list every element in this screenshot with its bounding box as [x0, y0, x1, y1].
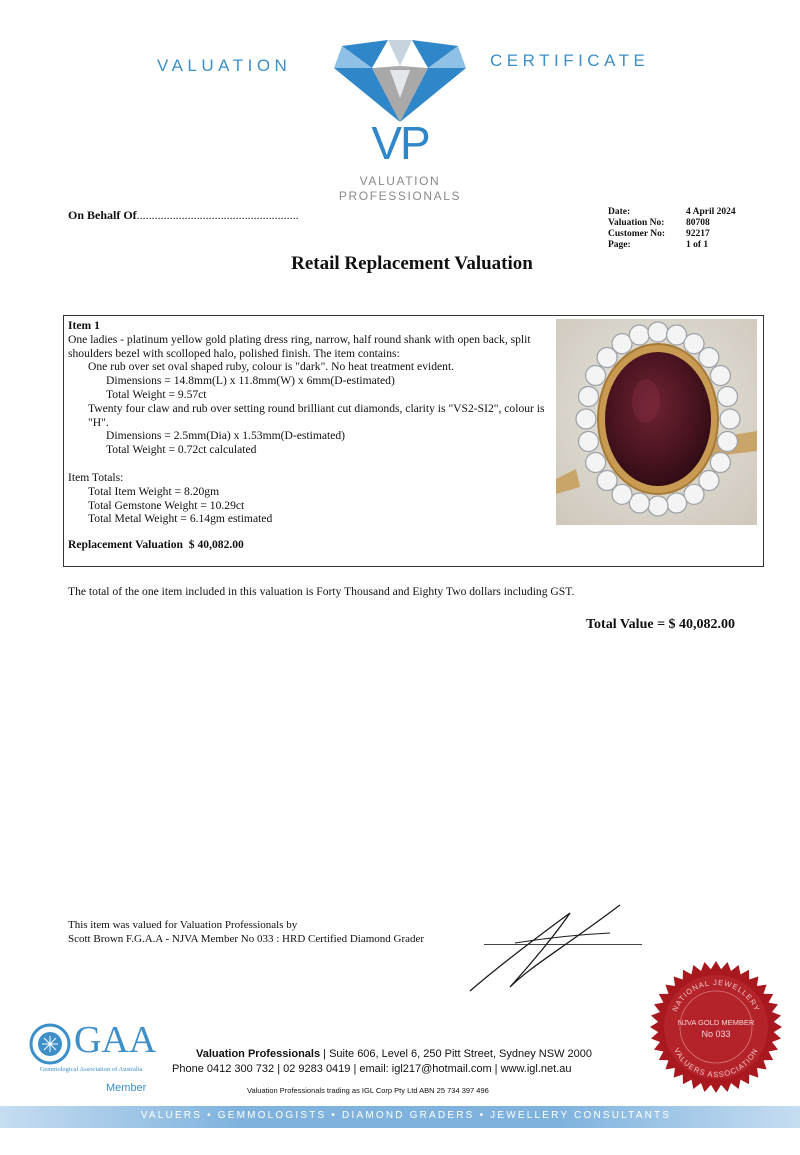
item-text-block [68, 319, 552, 552]
on-behalf-of [68, 208, 299, 223]
halo-diamond [586, 453, 606, 473]
ruby-dimensions: Dimensions = 14.8mm(L) x 11.8mm(W) x 6mm(D-estimated) [106, 374, 395, 388]
item-heading: Item 1 [68, 319, 100, 332]
ruby-line: One rub over set oval shaped ruby, colour is "dark". No heat treatment evident. [88, 360, 455, 374]
total-item-weight: Total Item Weight = 8.20gm [88, 484, 220, 498]
seal-arc-bottom: VALUERS ASSOCIATION [672, 1046, 760, 1080]
halo-diamond [648, 496, 668, 516]
signature-line2: Scott Brown F.G.A.A - NJVA Member No 033 : HRD Certified Diamond Grader [68, 933, 425, 945]
gaa-name: GAA [74, 1019, 157, 1061]
diamond-line: Twenty four claw and rub over setting round brilliant cut diamonds, clarity is "VS2-SI2", colour is "H". [88, 401, 545, 429]
halo-diamond [597, 471, 617, 491]
halo-diamond [699, 348, 719, 368]
signature-line1: This item was valued for Valuation Professionals by [68, 919, 298, 931]
summary-text: The total of the one item included in this valuation is Forty Thousand and Eighty Two dollars including GST. [68, 585, 575, 598]
diamond-dimensions: Dimensions = 2.5mm(Dia) x 1.53mm(D-estimated) [106, 429, 346, 443]
halo-diamond [629, 325, 649, 345]
halo-diamond [718, 432, 738, 452]
vp-logo-letters: VP [371, 117, 429, 169]
on-behalf-label: On Behalf Of [68, 208, 137, 222]
meta-values [686, 207, 736, 251]
gaa-globe-icon [28, 1022, 72, 1066]
date-label: Date: [608, 207, 631, 217]
seal-line2: No 033 [701, 1029, 731, 1039]
diamond-weight: Total Weight = 0.72ct calculated [106, 443, 257, 457]
valuation-no-value: 80708 [686, 218, 710, 228]
customer-no-value: 92217 [686, 229, 710, 239]
header-certificate-word: CERTIFICATE [490, 51, 650, 70]
page-value: 1 of 1 [686, 240, 709, 250]
replacement-valuation [68, 538, 552, 552]
item-description: One ladies - platinum yellow gold plating dress ring, narrow, half round shank with open back, split shoulders bezel with scolloped halo, polished finish. The item contains: [68, 332, 531, 360]
totals-heading: Item Totals: [68, 470, 124, 484]
date-value: 4 April 2024 [686, 207, 736, 217]
customer-no-label: Customer No: [608, 229, 666, 239]
halo-diamond [579, 432, 599, 452]
halo-diamond [648, 322, 668, 342]
meta-labels [608, 207, 665, 251]
halo-diamond [710, 453, 730, 473]
page-label: Page: [608, 240, 631, 250]
total-metal-weight: Total Metal Weight = 6.14gm estimated [88, 512, 273, 526]
gaa-full-name: Gemmological Association of Australia [39, 1066, 143, 1073]
seal-arc-top: NATIONAL JEWELLERY [670, 977, 762, 1013]
footer-address [196, 1048, 592, 1060]
replacement-label: Replacement Valuation [68, 538, 183, 552]
footer-band-text: VALUERS • GEMMOLOGISTS • DIAMOND GRADERS • JEWELLERY CONSULTANTS [140, 1110, 672, 1121]
total-gemstone-weight: Total Gemstone Weight = 10.29ct [88, 498, 245, 512]
signature-text [68, 918, 424, 946]
halo-diamond [710, 366, 730, 386]
halo-diamond [586, 366, 606, 386]
page-title: Retail Replacement Valuation [291, 253, 533, 274]
handwritten-signature-icon [460, 895, 630, 1000]
seal-line1: NJVA GOLD MEMBER [677, 1018, 755, 1027]
halo-diamond [718, 387, 738, 407]
footer-abn: Valuation Professionals trading as IGL Corp Pty Ltd ABN 25 734 397 496 [247, 1086, 489, 1095]
vp-logo-line2: PROFESSIONALS [338, 189, 462, 203]
vp-diamond-logo-icon [330, 36, 470, 124]
halo-diamond [667, 493, 687, 513]
halo-diamond [579, 387, 599, 407]
footer-company: Valuation Professionals [196, 1048, 321, 1060]
total-value: Total Value = $ 40,082.00 [586, 617, 736, 632]
ruby-weight: Total Weight = 9.57ct [106, 387, 207, 401]
footer-contact: Phone 0412 300 732 | 02 9283 0419 | email: igl217@hotmail.com | www.igl.net.au [172, 1063, 572, 1075]
header-valuation-word: VALUATION [157, 56, 292, 75]
halo-diamond [720, 409, 740, 429]
gaa-member: Member [106, 1082, 147, 1094]
replacement-value: $ 40,082.00 [188, 538, 244, 552]
on-behalf-dots: ...................................................... [136, 208, 299, 222]
vp-logo-line1: VALUATION [359, 174, 441, 188]
footer-address-rest: | Suite 606, Level 6, 250 Pitt Street, Sydney NSW 2000 [320, 1048, 592, 1060]
halo-diamond [576, 409, 596, 429]
ruby-ring-photo [556, 319, 757, 525]
valuation-no-label: Valuation No: [608, 218, 665, 228]
njva-gold-member-seal-icon [646, 957, 786, 1097]
